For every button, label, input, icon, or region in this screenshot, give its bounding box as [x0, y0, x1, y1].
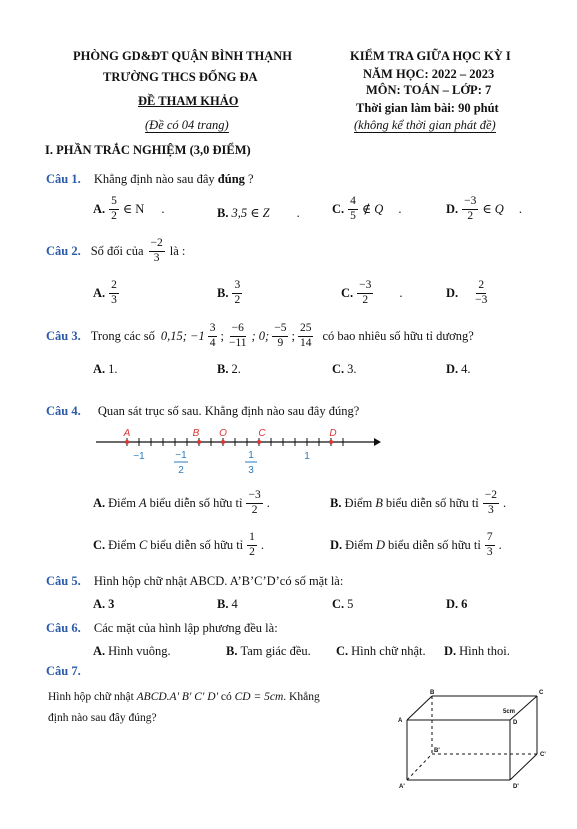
point-b-label: B: [192, 428, 200, 439]
question-6: Câu 6. Các mặt của hình lập phương đều là:: [46, 621, 278, 635]
q6-label: Câu 6.: [46, 621, 81, 635]
vertex-d-prime: D': [513, 784, 519, 790]
tick-label-minus-1: −1: [133, 451, 145, 462]
vertex-d: D: [513, 720, 518, 726]
q2-option-a[interactable]: A. $\frac{2}{3}$: [93, 279, 117, 306]
point-c-dot: [257, 440, 261, 444]
vertex-b: B: [430, 690, 435, 696]
header-right-line5: (không kể thời gian phát đề): [354, 118, 496, 132]
point-o-dot: [221, 440, 225, 444]
tick-frac-third-num: 1: [248, 450, 254, 461]
q1-label: Câu 1.: [46, 172, 81, 186]
q3-option-c[interactable]: C. 3.: [332, 362, 357, 376]
question-2: Câu 2. Số đối của $\frac{-2}{3}$ là :: [46, 237, 186, 264]
q2-option-d[interactable]: D. $\frac{2}{-3}$: [446, 279, 488, 306]
header-right-line4: Thời gian làm bài: 90 phút: [356, 101, 499, 115]
q1-option-a[interactable]: A. $\frac{5}{2}$ ∈ N .: [93, 195, 165, 222]
section1-title: I. PHẦN TRẮC NGHIỆM (3,0 ĐIỂM): [45, 143, 251, 157]
header-left-line1: PHÒNG GD&ĐT QUẬN BÌNH THẠNH: [73, 49, 293, 63]
q1-text-bold: đúng: [217, 172, 245, 186]
header-right-line3: MÔN: TOÁN – LỚP: 7: [366, 83, 492, 97]
edge-length-label: 5cm: [503, 709, 516, 715]
q6-option-a[interactable]: A. Hình vuông.: [93, 644, 171, 658]
question-4: Câu 4. Quan sát trục số sau. Khẳng định nào sau đây đúng?: [46, 404, 360, 418]
header-left-line4: (Đề có 04 trang): [145, 118, 229, 132]
q6-option-c[interactable]: C. Hình chữ nhật.: [336, 644, 426, 658]
vertex-c-prime: C': [540, 752, 546, 758]
vertex-a-prime: A': [399, 784, 405, 790]
q1-option-d[interactable]: D. $\frac{-3}{2}$ ∈ Q .: [446, 195, 522, 222]
q3-option-d[interactable]: D. 4.: [446, 362, 471, 376]
q3-option-b[interactable]: B. 2.: [217, 362, 241, 376]
q2-option-b[interactable]: B. $\frac{3}{2}$: [217, 279, 241, 306]
q3-label: Câu 3.: [46, 328, 81, 343]
header-left-line2: TRƯỜNG THCS ĐỐNG ĐA: [103, 70, 258, 84]
q1-option-b[interactable]: B. 3,5 ∈ Z .: [217, 205, 300, 220]
q7-text-line1: Hình hộp chữ nhật ABCD.A' B' C' D' có CD = 5cm. Khẳng: [48, 691, 320, 703]
header-left-line3: ĐỀ THAM KHẢO: [138, 94, 239, 108]
q2-label: Câu 2.: [46, 243, 81, 258]
point-b-dot: [197, 440, 201, 444]
q4-option-d[interactable]: D. Điểm D biểu diễn số hữu tỉ $\frac{7}{3}$ .: [330, 531, 502, 558]
q4-option-a[interactable]: A. Điểm A biểu diễn số hữu tỉ $\frac{-3}{2}$ .: [93, 489, 270, 516]
tick-frac-minus-half-num: −1: [175, 450, 187, 461]
q5-option-d[interactable]: D. 6: [446, 597, 468, 611]
question-5: Câu 5. Hình hộp chữ nhật ABCD. A’B’C’D’có số mặt là:: [46, 574, 344, 588]
q1-text-b: ?: [244, 172, 254, 186]
question-1: [46, 172, 254, 187]
q6-option-d[interactable]: D. Hình thoi.: [444, 644, 510, 658]
vertex-b-prime: B': [434, 748, 440, 754]
point-c-label: C: [258, 428, 266, 439]
q7-text-line2: định nào sau đây đúng?: [48, 712, 157, 724]
q6-option-b[interactable]: B. Tam giác đều.: [226, 644, 311, 658]
cuboid-figure: [396, 686, 556, 792]
question-7: [46, 664, 81, 679]
q1-option-c[interactable]: C. $\frac{4}{5}$ ∉ Q .: [332, 195, 402, 222]
axis-arrow: [374, 438, 381, 446]
q5-option-a[interactable]: A. 3: [93, 597, 115, 611]
point-o-label: O: [219, 428, 227, 439]
number-line: [92, 425, 382, 481]
point-a-dot: [125, 440, 129, 444]
header-right-line2: NĂM HỌC: 2022 – 2023: [363, 67, 495, 81]
q5-label: Câu 5.: [46, 574, 81, 588]
tick-label-1: 1: [304, 451, 310, 462]
q4-label: Câu 4.: [46, 404, 81, 418]
header-right-line1: KIỂM TRA GIỮA HỌC KỲ I: [350, 49, 511, 63]
tick-frac-minus-half-den: 2: [178, 465, 184, 476]
vertex-c: C: [539, 690, 544, 696]
q4-option-c[interactable]: C. Điểm C biểu diễn số hữu tỉ $\frac{1}{2}$ .: [93, 531, 265, 558]
q3-option-a[interactable]: A. 1.: [93, 362, 118, 376]
tick-frac-third-den: 3: [248, 465, 254, 476]
point-d-label: D: [329, 428, 337, 439]
q4-option-b[interactable]: B. Điểm B biểu diễn số hữu tỉ $\frac{-2}{3}$ .: [330, 489, 507, 516]
point-d-dot: [329, 440, 333, 444]
q2-option-c[interactable]: C. $\frac{-3}{2}$ .: [341, 279, 403, 306]
q1-text-a: Khẳng định nào sau đây: [93, 172, 218, 186]
point-a-label: A: [123, 428, 131, 439]
q5-option-c[interactable]: C. 5: [332, 597, 354, 611]
q7-label: Câu 7.: [46, 664, 81, 678]
vertex-a: A: [398, 718, 403, 724]
q5-option-b[interactable]: B. 4: [217, 597, 238, 611]
question-3: Câu 3. Trong các số 0,15; −1 $\frac{3}{4}$ ; $\frac{-6}{-11}$ ; 0; $\frac{-5}{9}$ ; $\frac{25}{14}$ có bao nhiêu số hữu tỉ dương?: [46, 322, 474, 349]
